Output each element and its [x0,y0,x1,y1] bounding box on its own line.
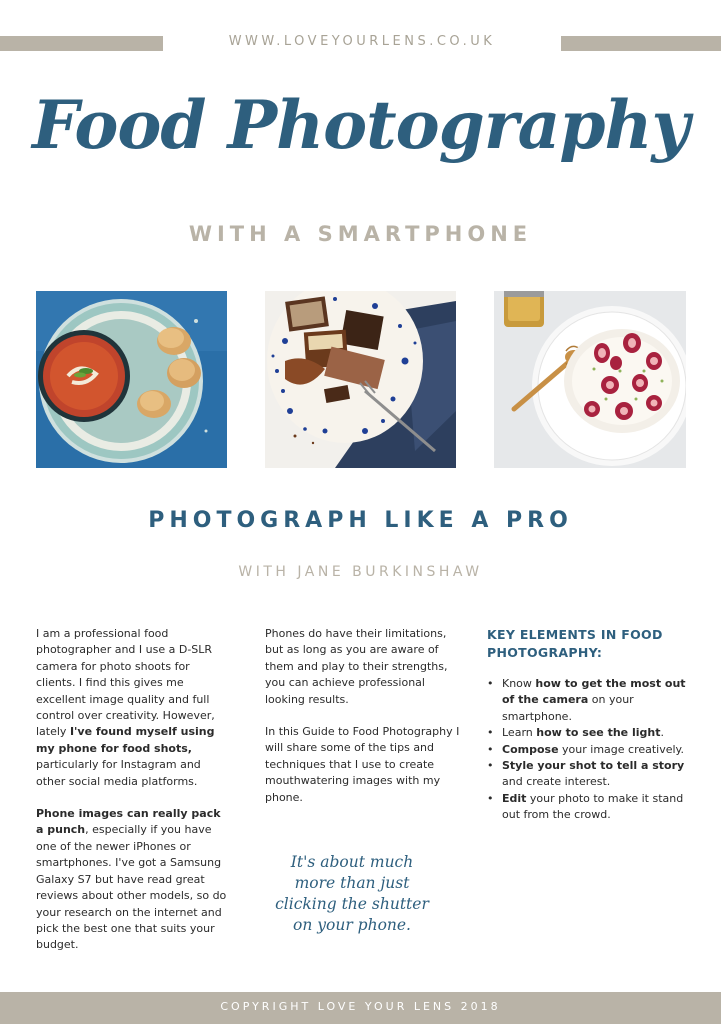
section-subheading: WITH JANE BURKINSHAW [238,564,483,580]
fig-pavlova-photo [494,291,686,468]
list-item [487,742,687,758]
guide-column [265,626,465,822]
list-item [487,676,687,725]
item-text: your photo to make it stand out from the crowd. [502,791,684,822]
item-emphasis: Edit [502,791,527,805]
pavlova-plate-image [494,291,686,468]
item-emphasis: Compose [502,742,559,756]
key-elements-heading: KEY ELEMENTS IN FOOD PHOTOGRAPHY: [487,627,663,660]
header-bar-left [0,36,163,51]
intro-paragraph-1 [36,626,231,790]
intro-paragraph-2 [36,806,231,954]
subtitle: WITH A SMARTPHONE [188,222,533,246]
intro-text: , especially if you have one of the newer iPhones or smartphones. I've got a Samsung Galaxy S7 but have read great reviews about other models, so do your research on the internet and pick the best one that suits your budget. [36,823,227,952]
pull-quote [262,852,442,936]
guide-paragraph-1: Phones do have their limitations, but as long as you are aware of them and play to their strengths, you can achieve professional looking results. [265,627,448,706]
item-text: on your smartphone. [502,693,634,723]
item-text: Learn [502,726,537,740]
quote-line: on your phone. [293,916,411,934]
intro-column [36,626,231,970]
site-url: WWW.LOVEYOURLENS.CO.UK [228,34,496,49]
quote-line: clicking the shutter [275,895,429,913]
guide-paragraph-2: In this Guide to Food Photography I will share some of the tips and techniques that I use to create mouthwatering images with my phone. [265,725,460,804]
header-bar-right [561,36,721,51]
quote-line: It's about much [290,853,414,871]
intro-emphasis: Phone images can really pack a punch [36,807,221,837]
tomato-soup-photo [36,291,227,468]
key-elements-column [487,626,687,824]
item-text: . [660,726,664,740]
key-elements-list [487,676,687,824]
list-item [487,758,687,791]
item-emphasis: how to see the light [536,726,661,740]
intro-text: particularly for Instagram and other social media platforms. [36,758,201,788]
item-text: Know [502,677,536,690]
intro-emphasis: I've found myself using my phone for food shots, [36,725,215,755]
item-emphasis: Style your shot to tell a story [502,759,685,773]
cake-plate-image [265,291,456,468]
list-item [487,791,687,824]
list-item [487,725,687,741]
main-title: Food Photography [32,86,689,164]
item-emphasis: how to get the most out of the camera [502,677,686,707]
item-text: your image creatively. [558,742,684,756]
intro-text: I am a professional food photographer and I use a D-SLR camera for photo shoots for clients. I find this gives me excellent image quality and full control over creativity. However, lately [36,627,215,739]
item-text: and create interest. [502,775,611,789]
soup-bowl-image [36,291,227,468]
section-heading: PHOTOGRAPH LIKE A PRO [148,508,573,533]
chocolate-cake-photo [265,291,456,468]
footer-copyright: COPYRIGHT LOVE YOUR LENS 2018 [0,992,721,1024]
quote-line: more than just [294,874,410,892]
